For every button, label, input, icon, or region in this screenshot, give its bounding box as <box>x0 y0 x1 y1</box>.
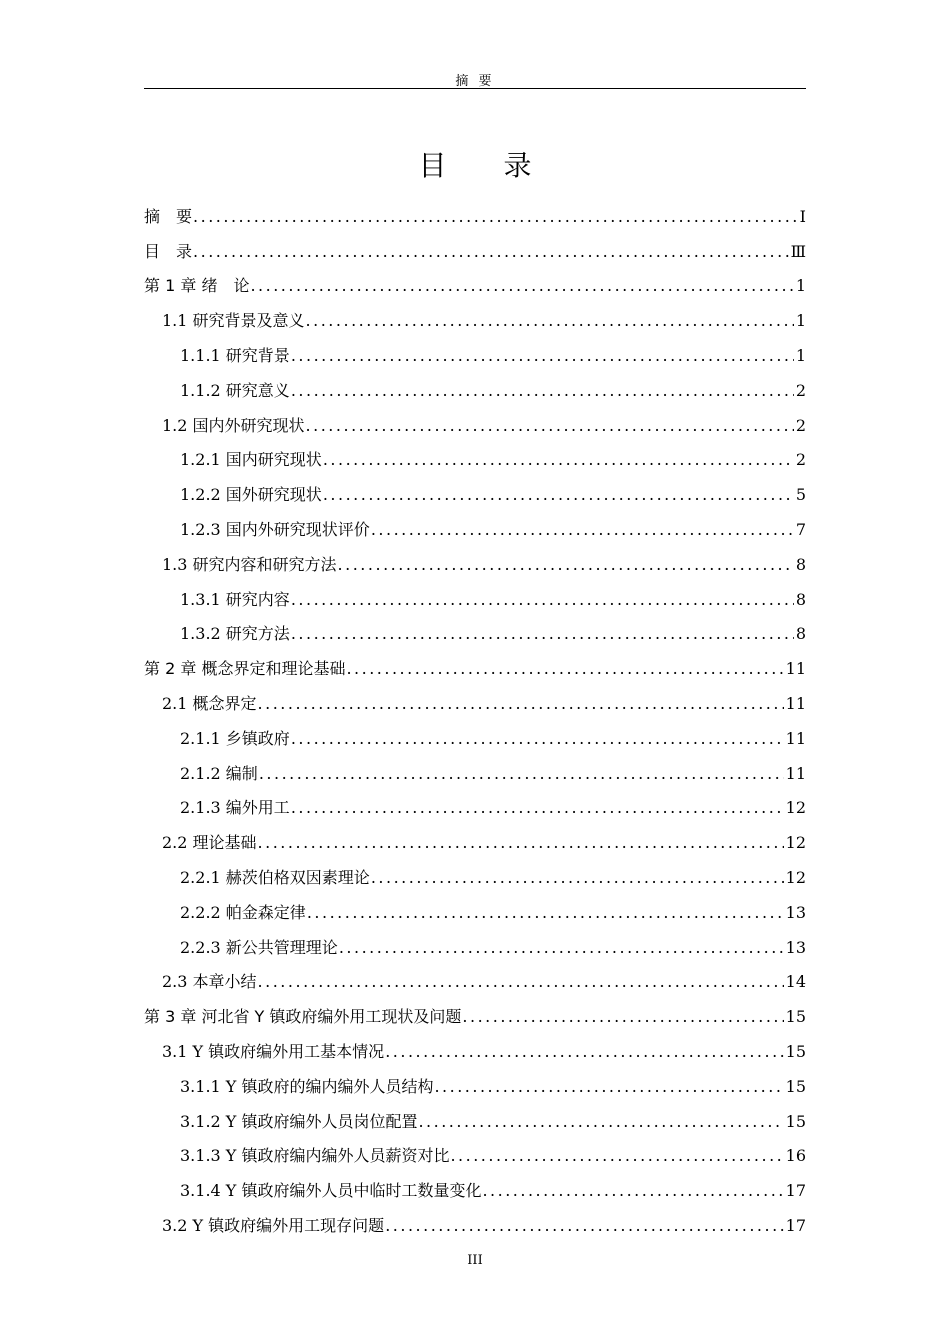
toc-dot-leader <box>193 207 798 227</box>
toc-entry[interactable] <box>144 1132 806 1167</box>
toc-title: 目 录 <box>418 149 556 182</box>
toc-dot-leader <box>258 694 784 714</box>
toc-dot-leader <box>385 1042 783 1062</box>
toc-dot-leader <box>306 311 794 331</box>
toc-dot-leader <box>258 972 784 992</box>
toc-entry-label: 目 录 <box>144 241 193 261</box>
toc-dot-leader <box>346 659 783 679</box>
toc-entry-page: 11 <box>785 728 806 748</box>
toc-entry[interactable] <box>144 540 806 575</box>
toc-entry[interactable] <box>144 331 806 366</box>
toc-entry[interactable] <box>144 888 806 923</box>
running-header: 摘 要 <box>455 74 495 89</box>
toc-entry-label: 第 2 章 概念界定和理论基础 <box>144 659 346 679</box>
toc-entry-label: 3.1.4 Y 镇政府编外人员中临时工数量变化 <box>180 1181 482 1201</box>
toc-dot-leader <box>323 450 794 470</box>
toc-entry-page: 13 <box>785 937 806 957</box>
toc-entry[interactable] <box>144 923 806 958</box>
toc-list <box>144 192 806 1236</box>
toc-entry-label: 摘 要 <box>144 206 193 226</box>
toc-entry-label: 1.3 研究内容和研究方法 <box>162 554 337 574</box>
toc-entry-page: 2 <box>795 450 806 470</box>
toc-entry-page: 1 <box>795 311 806 331</box>
toc-entry-label: 第 1 章 绪 论 <box>144 276 250 296</box>
toc-entry[interactable] <box>144 296 806 331</box>
toc-entry-page: 15 <box>785 1076 806 1096</box>
toc-dot-leader <box>291 346 794 366</box>
toc-entry-label: 2.3 本章小结 <box>162 972 257 992</box>
header-rule <box>144 88 806 89</box>
toc-entry-label: 2.2.3 新公共管理理论 <box>180 937 338 957</box>
toc-dot-leader <box>462 1007 783 1027</box>
toc-entry-label: 2.1.3 编外用工 <box>180 798 290 818</box>
toc-entry-page: Ⅲ <box>790 241 806 261</box>
toc-dot-leader <box>259 764 784 784</box>
toc-entry-label: 1.1 研究背景及意义 <box>162 311 305 331</box>
toc-dot-leader <box>193 242 789 262</box>
toc-entry-page: 2 <box>795 380 806 400</box>
toc-dot-leader <box>434 1077 783 1097</box>
toc-entry[interactable] <box>144 401 806 436</box>
toc-entry[interactable] <box>144 784 806 819</box>
toc-dot-leader <box>258 833 784 853</box>
toc-dot-leader <box>450 1146 783 1166</box>
toc-dot-leader <box>307 903 784 923</box>
toc-entry-label: 2.1.1 乡镇政府 <box>180 728 290 748</box>
toc-entry[interactable] <box>144 1097 806 1132</box>
toc-entry-page: 12 <box>785 833 806 853</box>
toc-entry[interactable] <box>144 436 806 471</box>
toc-dot-leader <box>291 590 794 610</box>
toc-entry[interactable] <box>144 575 806 610</box>
toc-entry-page: 8 <box>795 589 806 609</box>
toc-entry[interactable] <box>144 1062 806 1097</box>
toc-entry-page: 16 <box>785 1146 806 1166</box>
toc-entry[interactable] <box>144 679 806 714</box>
toc-entry-page: 1 <box>795 276 806 296</box>
toc-entry-page: I <box>799 206 806 226</box>
toc-dot-leader <box>291 624 794 644</box>
toc-dot-leader <box>306 416 794 436</box>
toc-entry[interactable] <box>144 1166 806 1201</box>
toc-entry-page: 2 <box>795 415 806 435</box>
toc-dot-leader <box>291 798 784 818</box>
toc-entry-label: 2.2.2 帕金森定律 <box>180 902 306 922</box>
toc-entry-page: 14 <box>785 972 806 992</box>
toc-entry[interactable] <box>144 992 806 1027</box>
toc-dot-leader <box>371 520 794 540</box>
toc-entry-label: 1.2.1 国内研究现状 <box>180 450 322 470</box>
toc-entry[interactable] <box>144 644 806 679</box>
page-number: III <box>467 1253 483 1268</box>
toc-entry[interactable] <box>144 714 806 749</box>
toc-entry-label: 3.1 Y 镇政府编外用工基本情况 <box>162 1041 385 1061</box>
toc-entry-label: 1.1.2 研究意义 <box>180 380 290 400</box>
toc-entry-page: 12 <box>785 798 806 818</box>
toc-entry-page: 11 <box>785 763 806 783</box>
toc-entry[interactable] <box>144 227 806 262</box>
toc-entry-page: 1 <box>795 345 806 365</box>
toc-entry[interactable] <box>144 1027 806 1062</box>
toc-dot-leader <box>418 1112 783 1132</box>
toc-entry-label: 2.2.1 赫茨伯格双因素理论 <box>180 867 370 887</box>
toc-entry-label: 3.1.3 Y 镇政府编内编外人员薪资对比 <box>180 1146 450 1166</box>
toc-entry-page: 11 <box>785 659 806 679</box>
toc-entry-label: 1.3.2 研究方法 <box>180 624 290 644</box>
toc-entry-page: 13 <box>785 902 806 922</box>
toc-entry-label: 2.2 理论基础 <box>162 833 257 853</box>
toc-entry[interactable] <box>144 262 806 297</box>
toc-entry-page: 17 <box>785 1181 806 1201</box>
toc-entry[interactable] <box>144 192 806 227</box>
toc-entry-page: 15 <box>785 1041 806 1061</box>
toc-entry[interactable] <box>144 818 806 853</box>
toc-dot-leader <box>385 1216 783 1236</box>
toc-entry-label: 1.2 国内外研究现状 <box>162 415 305 435</box>
toc-entry[interactable] <box>144 470 806 505</box>
toc-entry[interactable] <box>144 958 806 993</box>
toc-entry[interactable] <box>144 366 806 401</box>
toc-entry-label: 2.1.2 编制 <box>180 763 258 783</box>
toc-entry[interactable] <box>144 610 806 645</box>
toc-entry-label: 1.1.1 研究背景 <box>180 345 290 365</box>
toc-entry-page: 15 <box>785 1111 806 1131</box>
toc-entry-label: 2.1 概念界定 <box>162 693 257 713</box>
toc-entry-label: 1.2.2 国外研究现状 <box>180 485 322 505</box>
toc-entry-label: 3.1.1 Y 镇政府的编内编外人员结构 <box>180 1076 434 1096</box>
toc-entry-page: 8 <box>795 624 806 644</box>
toc-dot-leader <box>291 729 784 749</box>
toc-dot-leader <box>482 1181 783 1201</box>
toc-dot-leader <box>339 938 784 958</box>
toc-entry-page: 12 <box>785 867 806 887</box>
toc-entry-label: 3.1.2 Y 镇政府编外人员岗位配置 <box>180 1111 418 1131</box>
toc-entry-page: 8 <box>795 554 806 574</box>
toc-entry-label: 1.2.3 国内外研究现状评价 <box>180 519 370 539</box>
toc-dot-leader <box>371 868 784 888</box>
toc-entry-page: 7 <box>795 519 806 539</box>
toc-entry-label: 第 3 章 河北省 Y 镇政府编外用工现状及问题 <box>144 1007 462 1027</box>
toc-entry[interactable] <box>144 749 806 784</box>
toc-dot-leader <box>291 381 794 401</box>
toc-entry-page: 15 <box>785 1007 806 1027</box>
toc-entry[interactable] <box>144 1201 806 1236</box>
toc-entry[interactable] <box>144 853 806 888</box>
toc-dot-leader <box>338 555 794 575</box>
toc-entry[interactable] <box>144 505 806 540</box>
toc-entry-page: 11 <box>785 693 806 713</box>
toc-entry-label: 3.2 Y 镇政府编外用工现存问题 <box>162 1215 385 1235</box>
toc-entry-page: 17 <box>785 1215 806 1235</box>
toc-dot-leader <box>250 276 793 296</box>
toc-entry-page: 5 <box>795 485 806 505</box>
toc-dot-leader <box>323 485 794 505</box>
toc-entry-label: 1.3.1 研究内容 <box>180 589 290 609</box>
